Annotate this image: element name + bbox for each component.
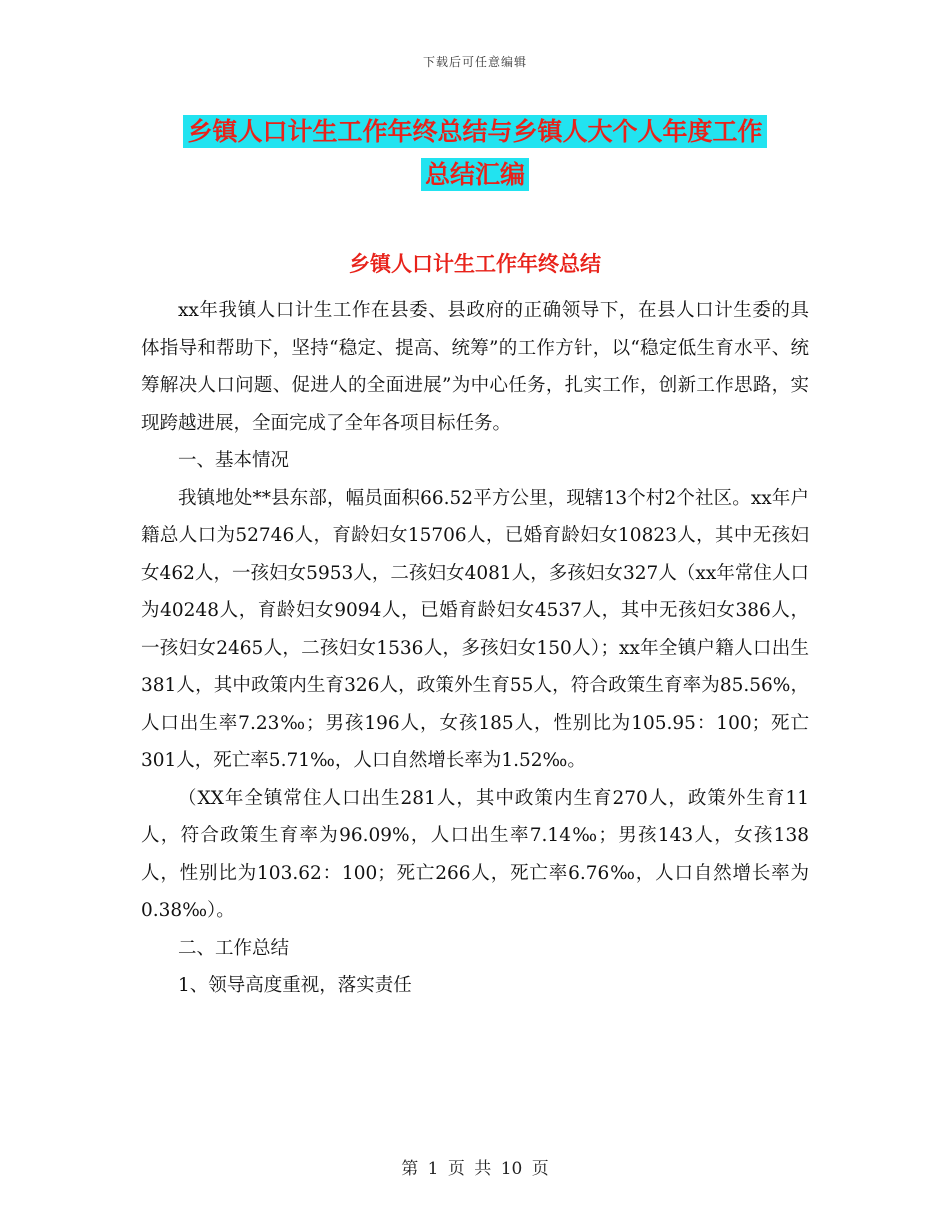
document-body [141, 292, 809, 1005]
subheading-leadership: 1、领导高度重视，落实责任 [178, 975, 412, 996]
document-title [0, 110, 950, 196]
paragraph-basic-data: 我镇地处**县东部，幅员面积66.52平方公里，现辖13个村2个社区。xx年户籍总人口为52746人，育龄妇女15706人，已婚育龄妇女10823人，其中无孩妇女462人，一孩妇女5953人，二孩妇女4081人，多孩妇女327人（xx年常住人口为40248人，育龄妇女9094人，已婚育龄妇女4537人，其中无孩妇女386人，一孩妇女2465人，二孩妇女1536人，多孩妇女150人）；xx年全镇户籍人口出生381人，其中政策内生育326人，政策外生育55人，符合政策生育率为85.56%，人口出生率7.23‰；男孩196人，女孩185人，性别比为105.95：100；死亡301人，死亡率5.71‰，人口自然增长率为1.52‰。 [141, 487, 809, 771]
paragraph-intro: xx年我镇人口计生工作在县委、县政府的正确领导下，在县人口计生委的具体指导和帮助下，坚持“稳定、提高、统筹”的工作方针，以“稳定低生育水平、统筹解决人口问题、促进人的全面进展”为中心任务，扎实工作，创新工作思路，实现跨越进展，全面完成了全年各项目标任务。 [141, 300, 809, 434]
paragraph-resident-data: （XX年全镇常住人口出生281人，其中政策内生育270人，政策外生育11人，符合政策生育率为96.09%，人口出生率7.14‰；男孩143人，女孩138人，性别比为103.62：100；死亡266人，死亡率6.76‰，人口自然增长率为0.38‰）。 [141, 787, 809, 921]
document-title-line-2: 总结汇编 [421, 158, 529, 191]
page-number-footer: 第 1 页 共 10 页 [401, 1159, 549, 1179]
page-header-note: 下载后可任意编辑 [422, 55, 527, 69]
section-title: 乡镇人口计生工作年终总结 [349, 252, 601, 276]
heading-work-summary: 二、工作总结 [178, 937, 290, 959]
heading-basic-situation: 一、基本情况 [178, 450, 290, 471]
document-title-line-1: 乡镇人口计生工作年终总结与乡镇人大个人年度工作 [183, 115, 766, 148]
